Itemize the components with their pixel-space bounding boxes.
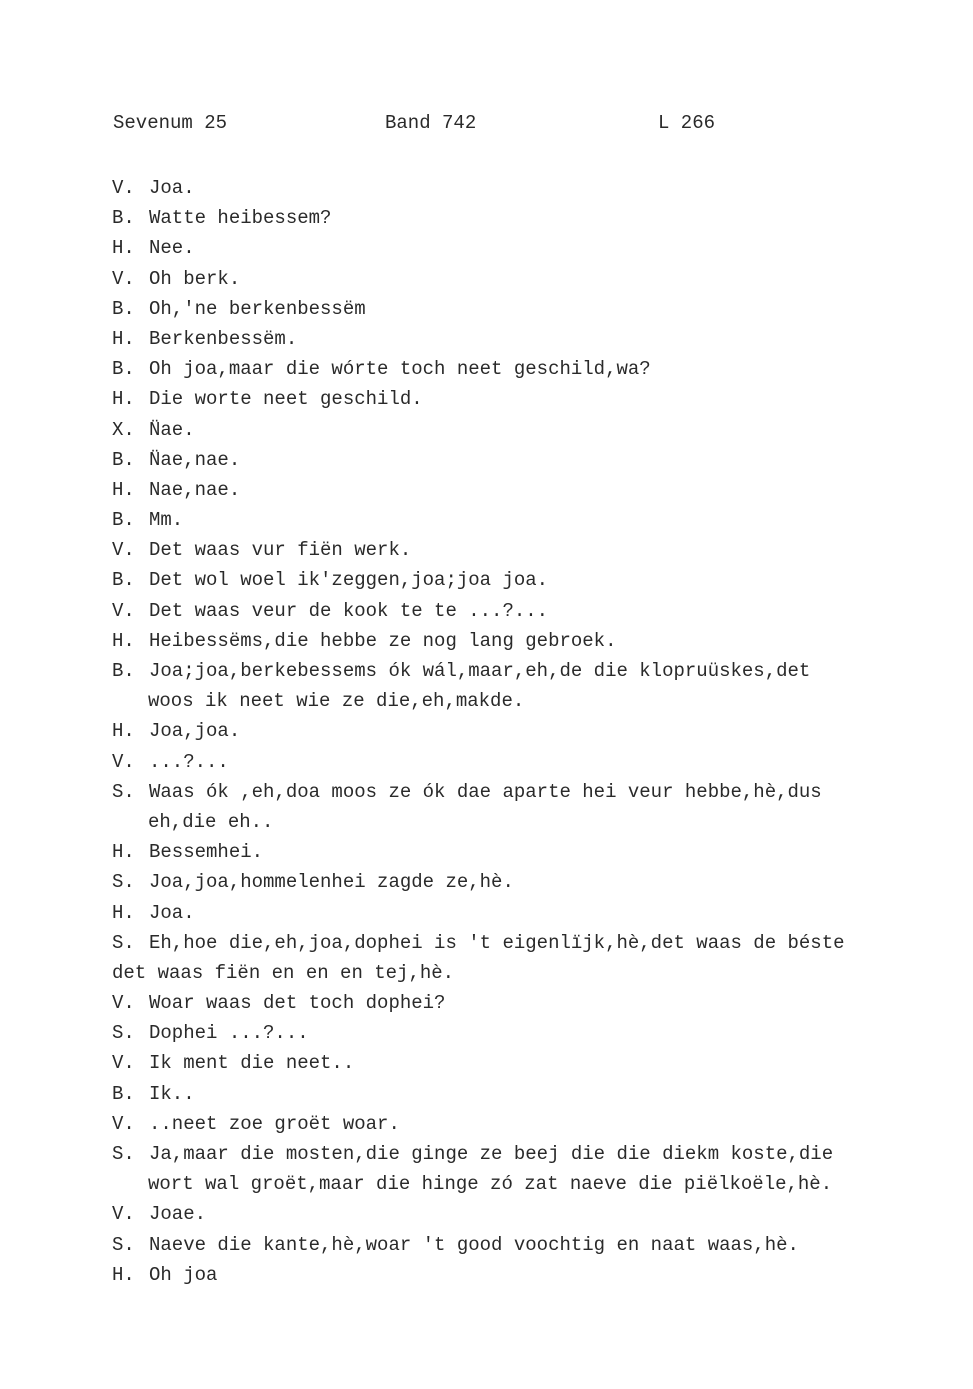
utterance-text: Det waas veur de kook te te ...?... (149, 599, 549, 622)
utterance-text: Oh berk. (149, 267, 241, 290)
transcript-line (112, 475, 912, 505)
transcript-line (112, 264, 912, 294)
transcript-line (112, 958, 912, 988)
header-band: Band 742 (385, 112, 477, 134)
speaker-label: H. (112, 720, 135, 743)
transcript-line (112, 807, 912, 837)
speaker-label: S. (112, 931, 135, 954)
transcript-line (112, 1109, 912, 1139)
transcript-line (112, 898, 912, 928)
transcript-line (112, 324, 912, 354)
speaker-label: S. (112, 1233, 135, 1256)
speaker-label: V. (112, 267, 135, 290)
transcript-line (112, 1260, 912, 1290)
speaker-label: X. (112, 418, 135, 441)
transcript-line (112, 1230, 912, 1260)
transcript-line (112, 565, 912, 595)
page-header (113, 112, 733, 138)
transcript-line (112, 626, 912, 656)
transcript-line (112, 1139, 912, 1169)
utterance-text: N̈ae. (149, 418, 195, 441)
speaker-label: H. (112, 478, 135, 501)
speaker-label: S. (112, 1022, 135, 1045)
utterance-text: det waas fiën en en en tej,hè. (112, 961, 455, 984)
header-code: L 266 (658, 112, 716, 134)
transcript-line (112, 173, 912, 203)
transcript-line (112, 596, 912, 626)
utterance-text: Eh,hoe die,eh,joa,dophei is 't eigenlïjk,hè,det waas de béste (149, 931, 845, 954)
speaker-label: V. (112, 177, 135, 199)
utterance-text: Joa,joa. (149, 720, 241, 743)
utterance-text: Oh joa (149, 1263, 218, 1286)
utterance-text: wort wal groët,maar die hinge zó zat naeve die piëlkoële,hè. (148, 1173, 833, 1196)
transcript-line (112, 1169, 912, 1199)
transcript-line (112, 354, 912, 384)
speaker-label: H. (112, 629, 135, 652)
transcript-line (112, 656, 912, 686)
speaker-label: V. (112, 992, 135, 1015)
utterance-text: Naeve die kante,hè,woar 't good voochtig en naat waas,hè. (149, 1233, 799, 1256)
speaker-label: H. (112, 237, 135, 260)
transcript-line (112, 384, 912, 414)
utterance-text: Joa,joa,hommelenhei zagde ze,hè. (149, 871, 514, 894)
speaker-label: S. (112, 780, 135, 803)
transcript-line (112, 1048, 912, 1078)
speaker-label: V. (112, 1203, 135, 1226)
transcript-line (112, 1079, 912, 1109)
speaker-label: B. (112, 569, 135, 592)
speaker-label: B. (112, 660, 135, 682)
transcript-line (112, 686, 912, 716)
utterance-text: Watte heibessem? (149, 207, 332, 230)
transcript-line (112, 535, 912, 565)
utterance-text: Ja,maar die mosten,die ginge ze beej die die diekm koste,die (149, 1143, 834, 1165)
transcript-line (112, 867, 912, 897)
utterance-text: Joa. (149, 177, 195, 199)
utterance-text: Nee. (149, 237, 195, 260)
transcript-line (112, 1199, 912, 1229)
utterance-text: Ik.. (149, 1082, 195, 1105)
speaker-label: B. (112, 207, 135, 230)
utterance-text: Det waas vur fiën werk. (149, 539, 412, 562)
speaker-label: H. (112, 327, 135, 350)
transcript-line (112, 988, 912, 1018)
utterance-text: Mm. (149, 509, 184, 532)
utterance-text: Joa;joa,berkebessems ók wál,maar,eh,de die klopruüskes,det (149, 660, 811, 682)
transcript-body (112, 173, 912, 1290)
utterance-text: Nae,nae. (149, 478, 241, 501)
utterance-text: Die worte neet geschild. (149, 388, 423, 411)
speaker-label: H. (112, 388, 135, 411)
transcript-line (112, 203, 912, 233)
header-place: Sevenum 25 (113, 112, 228, 134)
speaker-label: S. (112, 871, 135, 894)
utterance-text: ..neet zoe groët woar. (149, 1112, 400, 1135)
speaker-label: B. (112, 358, 135, 381)
transcript-line (112, 1018, 912, 1048)
utterance-text: Bessemhei. (149, 841, 264, 864)
speaker-label: B. (112, 1082, 135, 1105)
speaker-label: V. (112, 1052, 135, 1075)
transcript-line (112, 415, 912, 445)
utterance-text: Ik ment die neet.. (149, 1052, 355, 1075)
speaker-label: S. (112, 1143, 135, 1165)
utterance-text: ...?... (149, 750, 229, 773)
utterance-text: Heibessëms,die hebbe ze nog lang gebroek. (149, 629, 617, 652)
utterance-text: Oh joa,maar die wórte toch neet geschild,wa? (149, 358, 651, 381)
utterance-text: Joa. (149, 901, 195, 924)
utterance-text: Joae. (149, 1203, 207, 1226)
utterance-text: Waas ók ,eh,doa moos ze ók dae aparte hei veur hebbe,hè,dus (149, 780, 822, 803)
speaker-label: V. (112, 599, 135, 622)
utterance-text: N̈ae,nae. (149, 448, 241, 471)
speaker-label: B. (112, 297, 135, 320)
speaker-label: B. (112, 448, 135, 471)
transcript-line (112, 294, 912, 324)
transcript-line (112, 505, 912, 535)
speaker-label: B. (112, 509, 135, 532)
speaker-label: H. (112, 1263, 135, 1286)
transcript-line (112, 747, 912, 777)
speaker-label: V. (112, 1112, 135, 1135)
utterance-text: Dophei ...?... (149, 1022, 309, 1045)
utterance-text: woos ik neet wie ze die,eh,makde. (148, 690, 525, 713)
transcript-line (112, 445, 912, 475)
utterance-text: Berkenbessëm. (149, 327, 298, 350)
transcript-line (112, 837, 912, 867)
utterance-text: Det wol woel ik'zeggen,joa;joa joa. (149, 569, 549, 592)
speaker-label: H. (112, 901, 135, 924)
transcript-line (112, 928, 912, 958)
transcript-line (112, 233, 912, 263)
utterance-text: Woar waas det toch dophei? (149, 992, 446, 1015)
transcript-line (112, 777, 912, 807)
transcript-line (112, 716, 912, 746)
utterance-text: Oh,'ne berkenbessëm (149, 297, 366, 320)
speaker-label: H. (112, 841, 135, 864)
speaker-label: V. (112, 750, 135, 773)
utterance-text: eh,die eh.. (148, 810, 274, 833)
speaker-label: V. (112, 539, 135, 562)
